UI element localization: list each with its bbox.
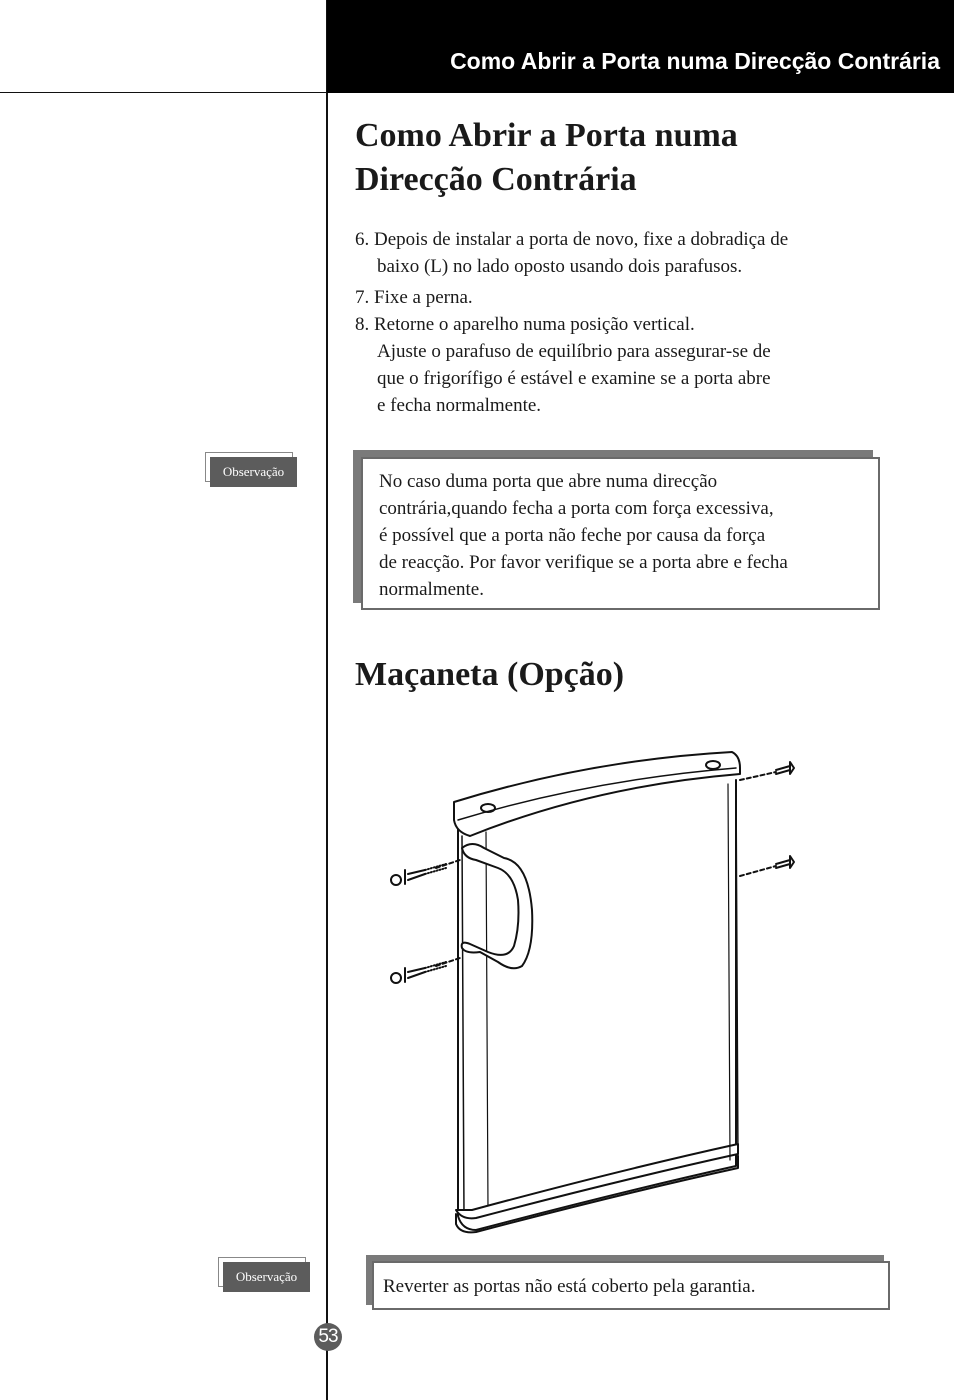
observation-tag-label: Observação <box>210 457 297 487</box>
step-line: Ajuste o parafuso de equilíbrio para assegurar-se de <box>377 341 771 362</box>
header-bar <box>327 0 954 93</box>
observation-tag-label: Observação <box>223 1262 310 1292</box>
observation-tag <box>205 452 297 484</box>
vertical-rule <box>326 0 328 1400</box>
page-number: 53 <box>314 1323 342 1351</box>
note-line: normalmente. <box>379 579 484 600</box>
header-title: Como Abrir a Porta numa Direcção Contrária <box>450 48 940 74</box>
steps-list <box>355 226 915 419</box>
step-7 <box>355 284 915 311</box>
note-line: de reacção. Por favor verifique se a porta abre e fecha <box>379 552 788 573</box>
step-8 <box>355 311 915 419</box>
step-line: 7. Fixe a perna. <box>355 287 473 308</box>
step-line: que o frigorífigo é estável e examine se a porta abre <box>377 368 771 389</box>
section-title-line2: Direcção Contrária <box>355 161 637 198</box>
step-line: 8. Retorne o aparelho numa posição vertical. <box>355 314 695 335</box>
section-title <box>355 114 915 202</box>
step-line: baixo (L) no lado oposto usando dois parafusos. <box>377 256 743 277</box>
horizontal-rule <box>0 92 328 93</box>
warranty-note-text: Reverter as portas não está coberto pela garantia. <box>372 1261 890 1310</box>
note-box <box>353 450 881 611</box>
handle-section-title: Maçaneta (Opção) <box>355 656 625 693</box>
observation-tag <box>218 1257 310 1289</box>
step-6 <box>355 226 915 280</box>
step-line: e fecha normalmente. <box>377 395 542 416</box>
note-line: é possível que a porta não feche por causa da força <box>379 525 766 546</box>
step-line: 6. Depois de instalar a porta de novo, fixe a dobradiça de <box>355 229 789 250</box>
note-line: contrária,quando fecha a porta com força excessiva, <box>379 498 774 519</box>
note-line: No caso duma porta que abre numa direcção <box>379 471 718 492</box>
section-title-line1: Como Abrir a Porta numa <box>355 117 738 154</box>
warranty-note-box <box>366 1255 890 1311</box>
door-handle-diagram-icon <box>380 740 810 1240</box>
